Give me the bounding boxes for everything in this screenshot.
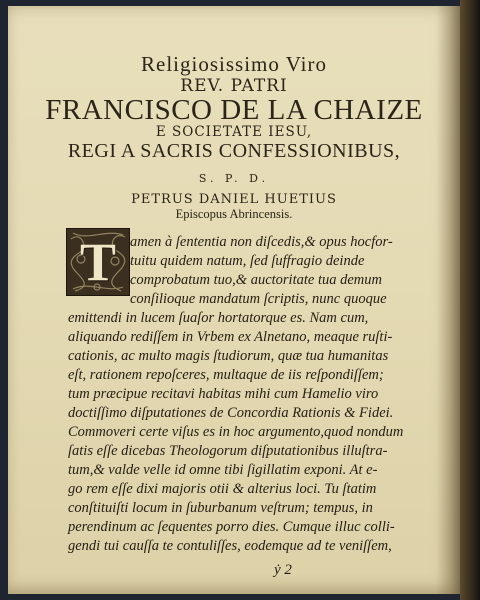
body-line: conſtituiſti locum in ſuburbanum veſtrum; tempus, in — [68, 500, 373, 516]
body-line: Commoveri certe viſus es in hoc argumento,quod nondum — [68, 424, 404, 440]
heading-line-2: REV. PATRI — [180, 76, 288, 96]
heading-line-3: FRANCISCO DE LA CHAIZE — [45, 94, 423, 126]
body-line: conſilioque mandatum ſcriptis, nunc quoque — [130, 291, 387, 307]
body-line: ſatis eſſe dicebas Theologorum diſputationibus illuſtra- — [68, 443, 388, 459]
drop-cap-letter: T — [79, 232, 117, 292]
body-line: comprobatum tuo,& auctoritate tua demum — [130, 272, 382, 288]
heading-line-7: PETRUS DANIEL HUETIUS — [131, 192, 337, 207]
heading-line-5: REGI A SACRIS CONFESSIONIBUS, — [67, 140, 401, 162]
heading-line-8: Episcopus Abrincensis. — [175, 207, 293, 221]
book-spine — [460, 0, 480, 600]
body-line: go rem eſſe dixi majoris otii & alterius loci. Tu ſtatim — [68, 481, 377, 497]
body-line: emittendi in lucem ſuaſor hortatorque es. Nam cum, — [68, 310, 369, 326]
body-line: gendi tui cauſſa te contuliſſes, eodemque ad te veniſſem, — [68, 538, 392, 554]
body-line: eſt, rationem repoſceres, multaque de iis reſpondiſſem; — [68, 367, 384, 383]
body-line: aliquando rediſſem in Vrbem ex Alnetano, meaque ruſti- — [68, 329, 393, 345]
decorated-initial — [66, 228, 130, 296]
heading-line-4: E SOCIETATE IESU, — [155, 124, 313, 140]
body-line: perendinum ac ſequentes porro dies. Cumque illuc colli- — [68, 519, 395, 535]
body-line: doctiſſimo diſputationes de Concordia Rationis & Fidei. — [68, 405, 394, 421]
body-line: cationis, ac multo magis ſtudiorum, quæ tua humanitas — [68, 348, 389, 364]
heading-line-6: S. P. D. — [198, 172, 270, 185]
body-line: tum præcipue recitavi habitas mihi cum Hamelio viro — [68, 386, 379, 402]
body-line: amen à ſententia non diſcedis,& opus hocfor- — [130, 234, 393, 250]
signature-mark: ẏ 2 — [274, 562, 292, 578]
body-line: tum,& valde velle id omne tibi ſigillatim exponi. At e- — [68, 462, 378, 478]
body-line: tuitu quidem natum, ſed ſuffragio deinde — [130, 253, 365, 269]
book-page — [8, 6, 460, 594]
heading-line-1: Religiosissimo Viro — [141, 52, 327, 76]
